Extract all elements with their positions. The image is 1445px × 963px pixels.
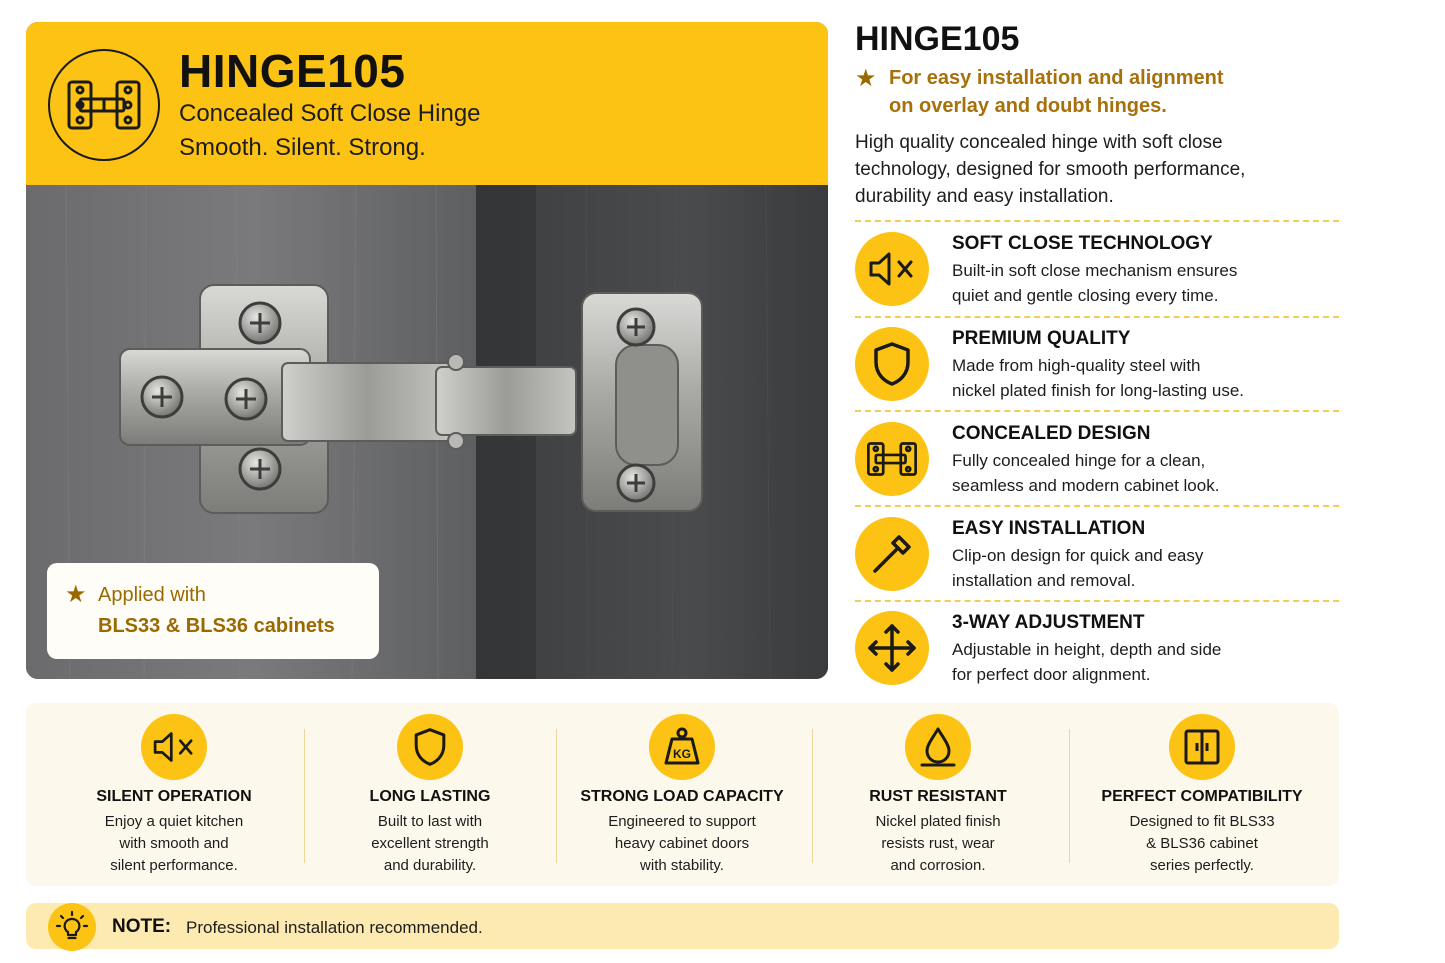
screwdriver-icon xyxy=(869,531,915,577)
note-icon-badge xyxy=(48,903,96,951)
benefit-desc-line: with smooth and xyxy=(119,835,229,852)
benefit-desc-line: resists rust, wear xyxy=(881,835,995,852)
benefit-title: STRONG LOAD CAPACITY xyxy=(580,788,784,805)
hero-title: HINGE105 xyxy=(179,45,406,97)
feature-description xyxy=(952,448,1332,498)
feature-icon-badge xyxy=(855,517,929,591)
applied-with-card xyxy=(47,563,379,659)
benefit-desc-line: & BLS36 cabinet xyxy=(1146,835,1258,852)
benefit-title: SILENT OPERATION xyxy=(96,788,252,805)
feature-icon-badge xyxy=(855,611,929,685)
feature-description xyxy=(952,637,1332,687)
benefit-title: LONG LASTING xyxy=(369,788,491,805)
feature-desc-line: Made from high-quality steel with xyxy=(952,356,1201,375)
note-label: NOTE: xyxy=(112,916,172,937)
speaker-mute-icon xyxy=(151,729,197,765)
shield-icon xyxy=(411,726,449,768)
feature-title: SOFT CLOSE TECHNOLOGY xyxy=(952,233,1213,254)
benefit-desc-line: Nickel plated finish xyxy=(875,813,1001,830)
applied-label: Applied with xyxy=(98,584,206,606)
benefit-item xyxy=(556,703,808,886)
benefit-description xyxy=(304,811,556,877)
hinge-icon xyxy=(865,439,919,479)
feature-desc-line: Built-in soft close mechanism ensures xyxy=(952,261,1238,280)
benefit-desc-line: with stability. xyxy=(640,857,724,874)
benefit-icon-badge xyxy=(649,714,715,780)
benefit-item xyxy=(48,703,300,886)
benefit-desc-line: excellent strength xyxy=(371,835,489,852)
feature-title: CONCEALED DESIGN xyxy=(952,423,1151,444)
benefit-desc-line: series perfectly. xyxy=(1150,857,1254,874)
details-desc-line: durability and easy installation. xyxy=(855,186,1114,207)
note-text: Professional installation recommended. xyxy=(186,918,483,937)
feature-icon-badge xyxy=(855,232,929,306)
details-title: HINGE105 xyxy=(855,20,1020,58)
feature-desc-line: Adjustable in height, depth and side xyxy=(952,640,1222,659)
benefit-desc-line: heavy cabinet doors xyxy=(614,835,750,852)
move-arrows-icon xyxy=(866,622,918,674)
divider xyxy=(855,316,1339,318)
kg-label: KG xyxy=(673,747,691,761)
divider xyxy=(855,505,1339,507)
applied-models: BLS33 & BLS36 cabinets xyxy=(98,615,335,637)
hero-logo xyxy=(48,49,160,161)
hinge-icon xyxy=(64,76,144,134)
benefit-item xyxy=(812,703,1064,886)
feature-desc-line: quiet and gentle closing every time. xyxy=(952,286,1219,305)
benefit-description xyxy=(556,811,808,877)
shield-icon xyxy=(870,340,914,388)
hero-subtitle: Concealed Soft Close Hinge xyxy=(179,100,481,127)
divider xyxy=(855,410,1339,412)
benefit-item xyxy=(304,703,556,886)
benefit-desc-line: Enjoy a quiet kitchen xyxy=(104,813,244,830)
lightbulb-icon xyxy=(55,910,89,944)
benefit-desc-line: Engineered to support xyxy=(608,813,756,830)
benefit-description xyxy=(48,811,300,877)
feature-desc-line: Fully concealed hinge for a clean, xyxy=(952,451,1206,470)
hero-banner xyxy=(26,22,828,185)
feature-title: EASY INSTALLATION xyxy=(952,518,1146,539)
benefit-item xyxy=(1069,703,1335,886)
feature-desc-line: nickel plated finish for long-lasting use. xyxy=(952,381,1244,400)
benefit-desc-line: and durability. xyxy=(383,857,477,874)
weight-kg-icon xyxy=(660,725,704,769)
feature-icon-badge xyxy=(855,422,929,496)
benefit-desc-line: Built to last with xyxy=(377,813,483,830)
benefit-desc-line: silent performance. xyxy=(110,857,238,874)
benefit-desc-line: and corrosion. xyxy=(890,857,986,874)
details-tagline-1: For easy installation and alignment xyxy=(889,67,1224,89)
feature-icon-badge xyxy=(855,327,929,401)
details-desc-line: technology, designed for smooth performance, xyxy=(855,159,1246,180)
feature-title: PREMIUM QUALITY xyxy=(952,328,1131,349)
feature-desc-line: for perfect door alignment. xyxy=(952,665,1151,684)
feature-description xyxy=(952,258,1332,308)
water-drop-icon xyxy=(918,725,958,769)
details-desc-line: High quality concealed hinge with soft close xyxy=(855,132,1223,153)
hero-panel xyxy=(26,22,828,679)
divider xyxy=(855,220,1339,222)
speaker-mute-icon xyxy=(867,249,917,289)
divider xyxy=(855,600,1339,602)
cabinet-icon xyxy=(1182,727,1222,767)
feature-desc-line: seamless and modern cabinet look. xyxy=(952,476,1220,495)
hero-tagline: Smooth. Silent. Strong. xyxy=(179,134,426,161)
note-bar xyxy=(26,903,1339,949)
star-icon: ★ xyxy=(855,65,877,92)
benefit-desc-line: Designed to fit BLS33 xyxy=(1129,813,1275,830)
feature-title: 3-WAY ADJUSTMENT xyxy=(952,612,1145,633)
benefit-description xyxy=(1069,811,1335,877)
benefit-description xyxy=(812,811,1064,877)
details-tagline-2: on overlay and doubt hinges. xyxy=(889,95,1167,117)
benefits-strip xyxy=(26,703,1339,886)
benefit-icon-badge xyxy=(1169,714,1235,780)
feature-description xyxy=(952,543,1332,593)
feature-desc-line: installation and removal. xyxy=(952,571,1136,590)
benefit-icon-badge xyxy=(141,714,207,780)
feature-description xyxy=(952,353,1332,403)
details-description xyxy=(855,129,1305,210)
feature-desc-line: Clip-on design for quick and easy xyxy=(952,546,1204,565)
benefit-icon-badge xyxy=(905,714,971,780)
star-icon: ★ xyxy=(65,581,87,608)
benefit-icon-badge xyxy=(397,714,463,780)
benefit-title: RUST RESISTANT xyxy=(869,788,1007,805)
benefit-title: PERFECT COMPATIBILITY xyxy=(1101,788,1303,805)
